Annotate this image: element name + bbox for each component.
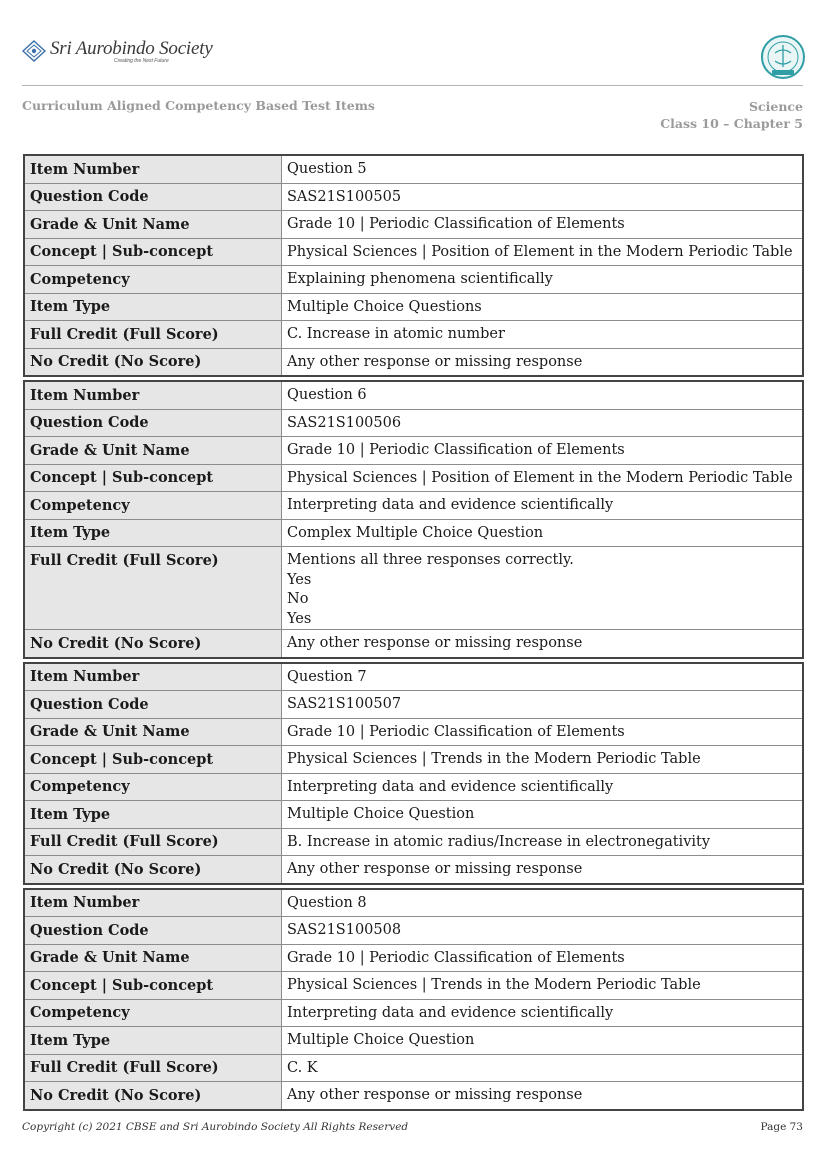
table-row	[24, 944, 803, 972]
label-cell: Item Number	[24, 889, 282, 917]
value-cell: Any other response or missing response	[282, 856, 804, 884]
table-row	[24, 828, 803, 856]
logo-tagline: Creating the Next Future	[114, 58, 169, 64]
label-cell: Question Code	[24, 183, 282, 211]
label-cell: Question Code	[24, 917, 282, 945]
value-cell: Interpreting data and evidence scientifically	[282, 492, 804, 520]
page-number: Page 73	[760, 1121, 803, 1133]
value-cell: C. Increase in atomic number	[282, 321, 804, 349]
value-cell: Question 7	[282, 663, 804, 691]
table-row	[24, 856, 803, 884]
value-cell: Multiple Choice Question	[282, 801, 804, 829]
value-cell: Grade 10 | Periodic Classification of Elements	[282, 211, 804, 239]
label-cell: Full Credit (Full Score)	[24, 321, 282, 349]
value-cell: Question 8	[282, 889, 804, 917]
class-chapter-label: Class 10 – Chapter 5	[660, 116, 803, 131]
table-row	[24, 630, 803, 658]
value-cell: Grade 10 | Periodic Classification of Elements	[282, 437, 804, 465]
label-cell: Competency	[24, 492, 282, 520]
table-row	[24, 492, 803, 520]
table-row	[24, 293, 803, 321]
value-cell: Explaining phenomena scientifically	[282, 266, 804, 294]
table-row	[24, 183, 803, 211]
table-row	[24, 464, 803, 492]
table-row	[24, 663, 803, 691]
table-row	[24, 211, 803, 239]
label-cell: Item Number	[24, 663, 282, 691]
value-cell: Question 5	[282, 155, 804, 183]
label-cell: Concept | Sub-concept	[24, 238, 282, 266]
value-cell: Any other response or missing response	[282, 1082, 804, 1110]
label-cell: No Credit (No Score)	[24, 856, 282, 884]
table-row	[24, 519, 803, 547]
label-cell: Question Code	[24, 409, 282, 437]
label-cell: Competency	[24, 266, 282, 294]
table-row	[24, 348, 803, 376]
label-cell: Item Type	[24, 801, 282, 829]
table-row	[24, 999, 803, 1027]
table-row	[24, 266, 803, 294]
label-cell: Item Number	[24, 155, 282, 183]
table-row	[24, 1027, 803, 1055]
value-cell: Physical Sciences | Trends in the Modern Periodic Table	[282, 746, 804, 774]
value-cell: Interpreting data and evidence scientifically	[282, 999, 804, 1027]
value-cell: Any other response or missing response	[282, 630, 804, 658]
value-cell: Multiple Choice Questions	[282, 293, 804, 321]
table-row	[24, 1054, 803, 1082]
table-row	[24, 917, 803, 945]
value-cell: Physical Sciences | Position of Element in the Modern Periodic Table	[282, 238, 804, 266]
item-table-question-8	[23, 888, 804, 1111]
label-cell: No Credit (No Score)	[24, 1082, 282, 1110]
full-credit-line: Yes	[287, 571, 312, 588]
value-cell: SAS21S100505	[282, 183, 804, 211]
sri-aurobindo-society-logo	[22, 38, 213, 68]
table-row	[24, 889, 803, 917]
item-table-question-7	[23, 662, 804, 885]
value-cell: SAS21S100508	[282, 917, 804, 945]
value-cell	[282, 547, 804, 630]
table-row	[24, 1082, 803, 1110]
label-cell: Full Credit (Full Score)	[24, 547, 282, 630]
value-cell: Physical Sciences | Position of Element in the Modern Periodic Table	[282, 464, 804, 492]
value-cell: Any other response or missing response	[282, 348, 804, 376]
value-cell: SAS21S100506	[282, 409, 804, 437]
label-cell: Full Credit (Full Score)	[24, 828, 282, 856]
full-credit-line: Mentions all three responses correctly.	[287, 552, 574, 568]
logo-text: Sri Aurobindo Society	[50, 38, 213, 59]
label-cell: Competency	[24, 773, 282, 801]
label-cell: Concept | Sub-concept	[24, 746, 282, 774]
value-cell: Question 6	[282, 381, 804, 409]
label-cell: Item Number	[24, 381, 282, 409]
value-cell: Grade 10 | Periodic Classification of Elements	[282, 944, 804, 972]
full-credit-line: Yes	[287, 610, 312, 627]
label-cell: No Credit (No Score)	[24, 630, 282, 658]
label-cell: Grade & Unit Name	[24, 718, 282, 746]
cbse-emblem	[760, 34, 806, 80]
header-rule	[22, 85, 803, 86]
value-cell: B. Increase in atomic radius/Increase in electronegativity	[282, 828, 804, 856]
label-cell: Competency	[24, 999, 282, 1027]
label-cell: Grade & Unit Name	[24, 437, 282, 465]
label-cell: Concept | Sub-concept	[24, 972, 282, 1000]
label-cell: Item Type	[24, 293, 282, 321]
label-cell: Grade & Unit Name	[24, 211, 282, 239]
item-table-question-5	[23, 154, 804, 377]
label-cell: Item Type	[24, 1027, 282, 1055]
value-cell: Complex Multiple Choice Question	[282, 519, 804, 547]
value-cell: Interpreting data and evidence scientifically	[282, 773, 804, 801]
value-cell: SAS21S100507	[282, 691, 804, 719]
cbse-seal-icon	[760, 34, 806, 80]
subject-info	[660, 98, 803, 132]
table-row	[24, 381, 803, 409]
value-cell: C. K	[282, 1054, 804, 1082]
table-row	[24, 746, 803, 774]
document-title: Curriculum Aligned Competency Based Test Items	[22, 98, 375, 113]
label-cell: Question Code	[24, 691, 282, 719]
label-cell: No Credit (No Score)	[24, 348, 282, 376]
value-cell: Multiple Choice Question	[282, 1027, 804, 1055]
table-row	[24, 409, 803, 437]
value-cell: Physical Sciences | Trends in the Modern Periodic Table	[282, 972, 804, 1000]
table-row	[24, 691, 803, 719]
table-row	[24, 321, 803, 349]
society-emblem-icon	[22, 40, 46, 62]
table-row	[24, 437, 803, 465]
label-cell: Concept | Sub-concept	[24, 464, 282, 492]
label-cell: Grade & Unit Name	[24, 944, 282, 972]
subject-label: Science	[749, 99, 803, 114]
full-credit-line: No	[287, 591, 309, 607]
item-tables	[23, 154, 804, 1114]
label-cell: Item Type	[24, 519, 282, 547]
table-row	[24, 718, 803, 746]
label-cell: Full Credit (Full Score)	[24, 1054, 282, 1082]
table-row	[24, 155, 803, 183]
copyright-notice: Copyright (c) 2021 CBSE and Sri Aurobindo Society All Rights Reserved	[22, 1121, 409, 1133]
value-cell: Grade 10 | Periodic Classification of Elements	[282, 718, 804, 746]
table-row	[24, 972, 803, 1000]
table-row	[24, 547, 803, 630]
table-row	[24, 801, 803, 829]
item-table-question-6	[23, 380, 804, 659]
table-row	[24, 238, 803, 266]
table-row	[24, 773, 803, 801]
